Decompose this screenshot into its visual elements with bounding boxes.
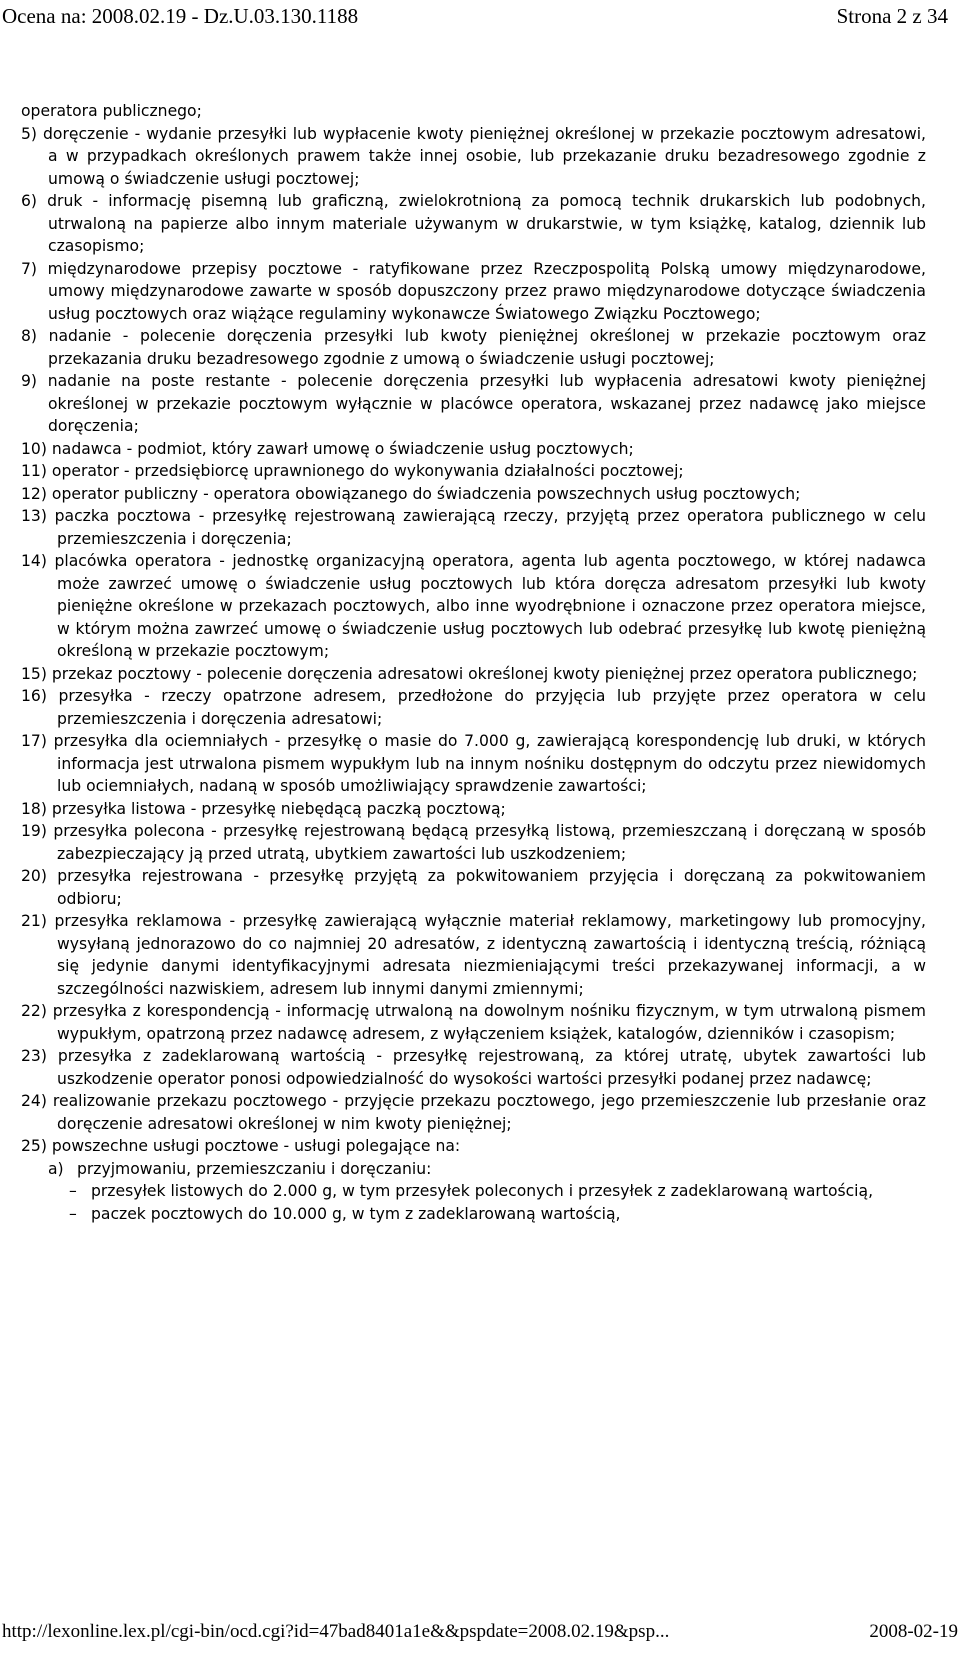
list-item-14 (21, 550, 926, 663)
footer-date: 2008-02-19 (869, 1621, 958, 1642)
item-text: przesyłka - rzeczy opatrzone adresem, przedłożone do przyjęcia lub przyjęte przez operatora w celu przemieszczenia i doręczenia adresatowi; (57, 687, 926, 728)
item-number: 13) (21, 507, 47, 525)
document-body (21, 100, 926, 1225)
item-text: nadanie na poste restante - polecenie doręczenia przesyłki lub wypłacenia adresatowi kwoty pieniężnej określonej w przekazie pocztowym wyłącznie w placówce operatora, wskazanej przez nadawcę jako miejsce doręczenia; (47, 372, 926, 435)
item-number: 6) (21, 192, 38, 210)
item-number: 20) (21, 867, 47, 885)
list-item-8 (21, 325, 926, 370)
sub-item-label: a) (48, 1159, 64, 1178)
dash-item (21, 1180, 926, 1203)
item-number: 11) (21, 462, 47, 480)
item-number: 10) (21, 439, 47, 458)
list-item-23 (21, 1045, 926, 1090)
list-item-5 (21, 123, 926, 191)
item-text: druk - informację pisemną lub graficzną, zwielokrotnioną za pomocą technik drukarskich lub podobnych, utrwaloną na papierze albo innym materiale używanym w drukarstwie, w tym książkę, katalog, dziennik lub czasopismo; (47, 192, 926, 255)
list-item-20 (21, 865, 926, 910)
item-text: przesyłka z zadeklarowaną wartością - przesyłkę rejestrowaną, za której utratę, ubytek zawartości lub uszkodzenie operator ponosi odpowiedzialność do wysokości wartości przesyłki podanej przez nadawcę; (57, 1047, 926, 1088)
continuation-text: operatora publicznego; (21, 102, 202, 120)
list-item-25 (21, 1135, 926, 1158)
header-title: Ocena na: 2008.02.19 - Dz.U.03.130.1188 (2, 4, 359, 28)
sub-item-a (21, 1158, 926, 1181)
item-text: międzynarodowe przepisy pocztowe - ratyfikowane przez Rzeczpospolitą Polską umowy międzynarodowe, umowy międzynarodowe zawarte w sposób dopuszczony przez prawo międzynarodowe dotyczące świadczenia usług pocztowych oraz wiążące regulaminy wykonawcze Światowego Związku Pocztowego; (47, 259, 926, 323)
list-item-24 (21, 1090, 926, 1135)
item-text: nadanie - polecenie doręczenia przesyłki lub kwoty pieniężnej określonej w przekazie pocztowym oraz przekazania druku bezadresowego zgodnie z umową o świadczenie usługi pocztowej; (48, 327, 926, 368)
list-item-6 (21, 190, 926, 258)
item-number: 25) (21, 1137, 47, 1155)
item-text: przesyłka rejestrowana - przesyłkę przyjętą za pokwitowaniem przyjęcia i doręczaną za pokwitowaniem odbioru; (57, 867, 926, 908)
item-text: powszechne usługi pocztowe - usługi polegające na: (51, 1137, 461, 1155)
item-number: 12) (21, 484, 47, 503)
item-number: 24) (21, 1092, 47, 1110)
item-text: przekaz pocztowy - polecenie doręczenia adresatowi określonej kwoty pieniężnej przez operatora publicznego; (51, 664, 918, 683)
item-text: przesyłka polecona - przesyłkę rejestrowaną będącą przesyłką listową, przemieszczaną i doręczaną w sposób zabezpieczający ją przed utratą, ubytkiem zawartości lub uszkodzeniem; (53, 822, 926, 863)
item-text: operator publiczny - operatora obowiązanego do świadczenia powszechnych usług pocztowych; (51, 484, 801, 503)
page-header (0, 4, 960, 34)
sub-item-text: przyjmowaniu, przemieszczaniu i doręczaniu: (76, 1159, 432, 1178)
dash-item-text: przesyłek listowych do 2.000 g, w tym przesyłek poleconych i przesyłek z zadeklarowaną wartością, (91, 1182, 874, 1200)
list-item-18 (21, 798, 926, 821)
dash-mark: – (69, 1182, 77, 1200)
item-number: 22) (21, 1002, 47, 1020)
list-item-15 (21, 663, 926, 686)
dash-item-text: paczek pocztowych do 10.000 g, w tym z zadeklarowaną wartością, (91, 1204, 621, 1223)
list-item-19 (21, 820, 926, 865)
item-number: 17) (21, 732, 47, 750)
item-number: 19) (21, 822, 47, 840)
list-item-9 (21, 370, 926, 438)
item-text: realizowanie przekazu pocztowego - przyjęcie przekazu pocztowego, jego przemieszczenie lub przesłanie oraz doręczenie adresatowi określonej w nim kwoty pieniężnej; (52, 1092, 926, 1133)
item-text: przesyłka dla ociemniałych - przesyłkę o masie do 7.000 g, zawierającą korespondencję lub druki, w których informacja jest utrwalona pismem wypukłym lub na innym nośniku dostępnym do odczytu przez niewidomych lub ociemniałych, nadaną w sposób umożliwiający sprawdzenie zawartości; (53, 732, 926, 795)
item-text: przesyłka listowa - przesyłkę niebędącą paczką pocztową; (51, 799, 506, 818)
item-number: 7) (21, 259, 38, 278)
item-text: przesyłka reklamowa - przesyłkę zawierającą wyłącznie materiał reklamowy, marketingowy lub promocyjny, wysyłaną jednorazowo do co najmniej 20 adresatów, z identyczną zawartością i identyczną treścią, różniącą się jedynie danymi identyfikacyjnymi adresata niezmieniającymi treści przekazywanej informacji, a w szczególności nazwiskiem, adresem lub innymi danymi zmiennymi; (54, 912, 926, 998)
list-item-21 (21, 910, 926, 1000)
item-text: nadawca - podmiot, który zawarł umowę o świadczenie usług pocztowych; (51, 439, 634, 458)
item-number: 23) (21, 1047, 47, 1065)
item-text: przesyłka z korespondencją - informację utrwaloną na dowolnym nośniku fizycznym, w tym utrwaloną pismem wypukłym, opatrzoną przez nadawcę adresem, z wyłączeniem książek, katalogów, dzienników i czasopism; (52, 1002, 926, 1043)
page-footer (0, 1620, 960, 1646)
footer-url: http://lexonline.lex.pl/cgi-bin/ocd.cgi?id=47bad8401a1e&&pspdate=2008.02.19&psp... (2, 1621, 670, 1642)
dash-item (21, 1203, 926, 1226)
item-text: paczka pocztowa - przesyłkę rejestrowaną zawierającą rzeczy, przyjętą przez operatora publicznego w celu przemieszczenia i doręczenia; (54, 507, 926, 548)
item-number: 21) (21, 912, 47, 930)
item-number: 14) (21, 552, 47, 570)
item-number: 8) (21, 327, 38, 345)
page-counter: Strona 2 z 34 (836, 4, 948, 28)
item-text: doręczenie - wydanie przesyłki lub wypłacenie kwoty pieniężnej określonej w przekazie pocztowym adresatowi, a w przypadkach określonych prawem także innej osobie, lub przekazanie druku bezadresowego zgodnie z umową o świadczenie usługi pocztowej; (43, 124, 926, 188)
item-number: 16) (21, 687, 47, 705)
list-item-12 (21, 483, 926, 506)
item-number: 5) (21, 124, 38, 143)
list-item-11 (21, 460, 926, 483)
list-item-7 (21, 258, 926, 326)
list-item-22 (21, 1000, 926, 1045)
list-item-10 (21, 438, 926, 461)
item-number: 15) (21, 664, 47, 683)
list-item-17 (21, 730, 926, 798)
item-number: 9) (21, 372, 38, 390)
item-text: placówka operatora - jednostkę organizacyjną operatora, agenta lub agenta pocztowego, w której nadawca może zawrzeć umowę o świadczenie usług pocztowych lub która doręcza adresatom przesyłki lub kwoty pieniężne określone w przekazach pocztowych, albo inne wyodrębnione i oznaczone przez operatora miejsce, w którym można zawrzeć umowę o świadczenie usług pocztowych lub odebrać przesyłkę lub kwotę pieniężną określoną w przekazie pocztowym; (54, 552, 926, 660)
item-text: operator - przedsiębiorcę uprawnionego do wykonywania działalności pocztowej; (51, 462, 684, 480)
dash-mark: – (69, 1204, 77, 1223)
list-item-16 (21, 685, 926, 730)
list-item-13 (21, 505, 926, 550)
item-number: 18) (21, 799, 47, 818)
